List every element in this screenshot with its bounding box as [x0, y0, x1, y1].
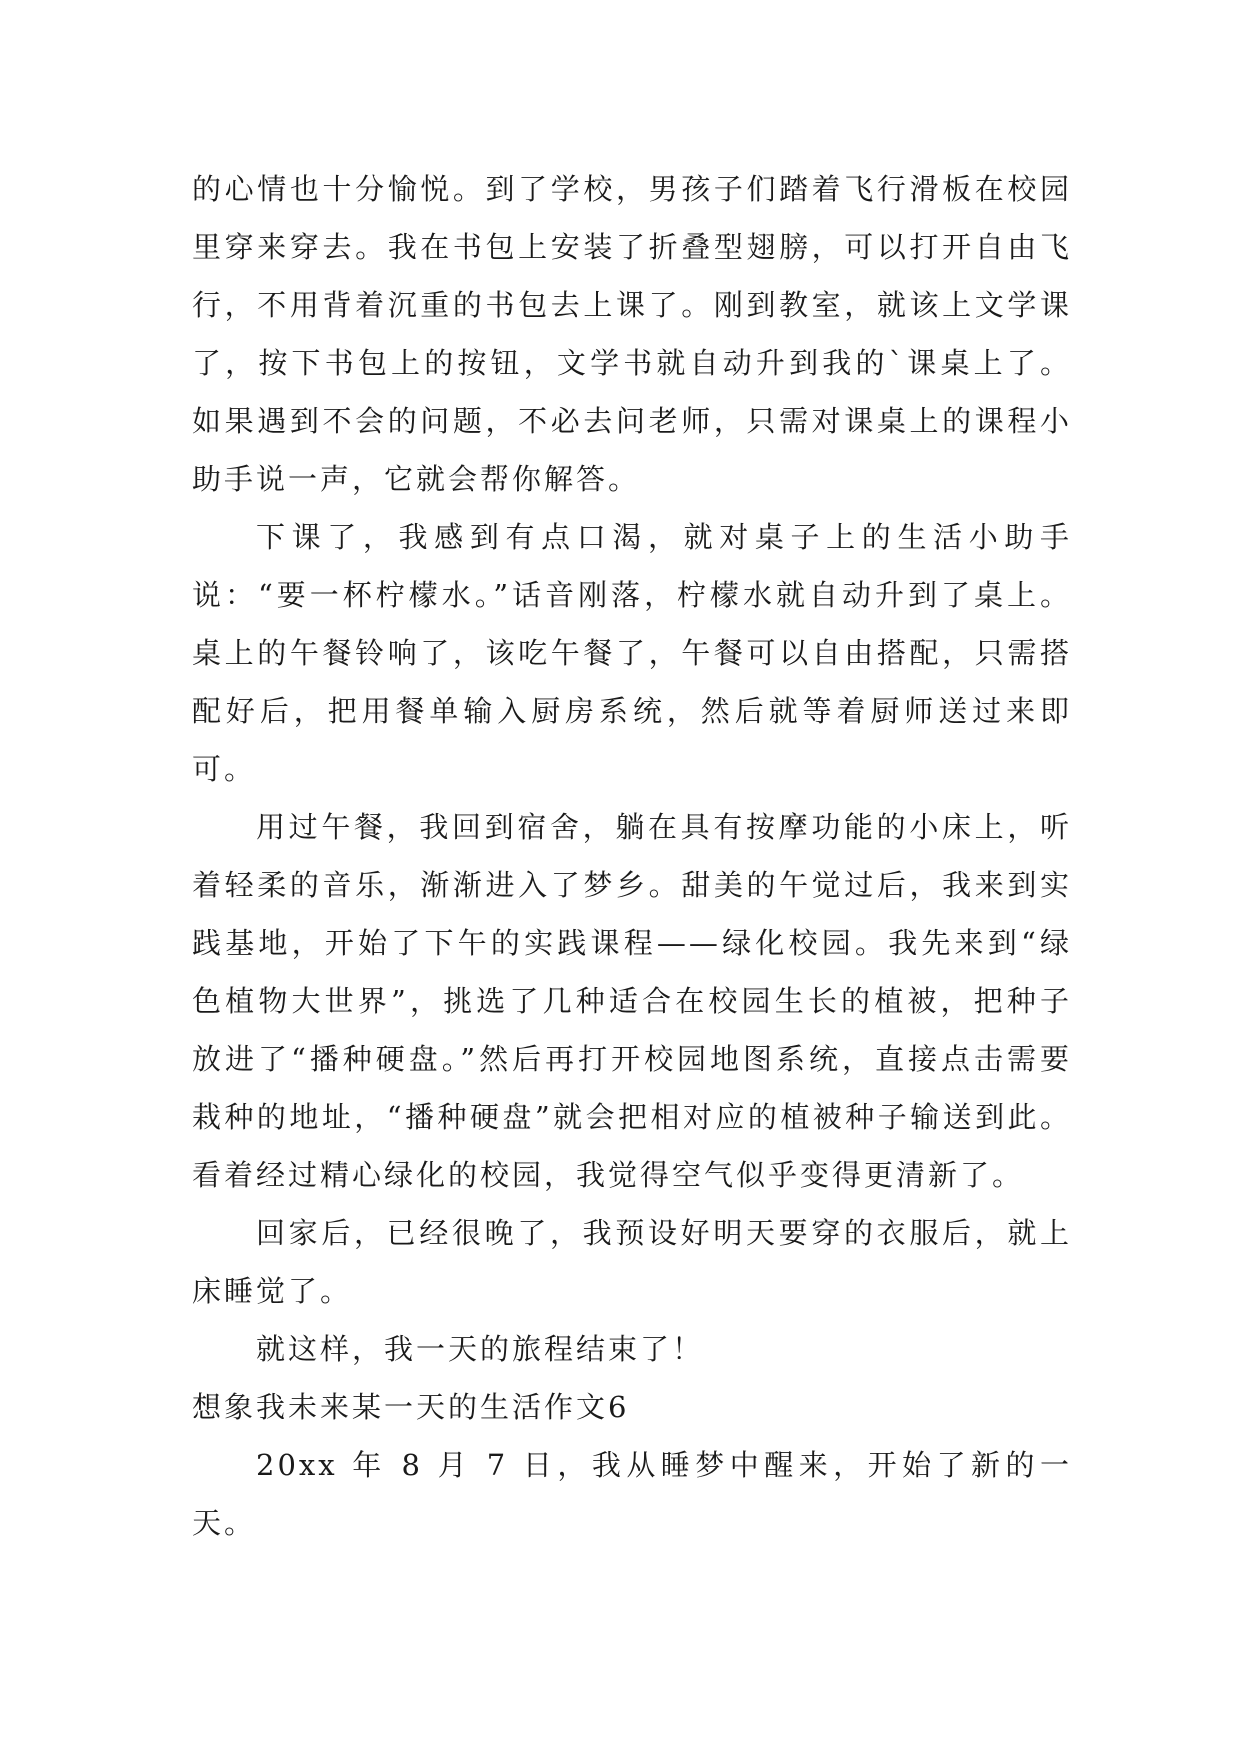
essay-title: 想象我未来某一天的生活作文6 [192, 1390, 630, 1424]
paragraph-evening: 回家后，已经很晚了，我预设好明天要穿的衣服后，就上床睡觉了。 [192, 1216, 1072, 1308]
paragraph-continued: 的心情也十分愉悦。到了学校，男孩子们踏着飞行滑板在校园里穿来穿去。我在书包上安装了折叠型翅膀，可以打开自由飞行，不用背着沉重的书包去上课了。刚到教室，就该上文学课了，按下书包上的按钮，文学书就自动升到我的`课桌上了。如果遇到不会的问题，不必去问老师，只需对课桌上的课程小助手说一声，它就会帮你解答。 [192, 172, 1072, 496]
document-body [192, 160, 1072, 1552]
paragraph-opening: 20xx 年 8 月 7 日，我从睡梦中醒来，开始了新的一天。 [192, 1448, 1072, 1540]
paragraph-ending: 就这样，我一天的旅程结束了！ [256, 1332, 705, 1366]
paragraph-afternoon: 用过午餐，我回到宿舍，躺在具有按摩功能的小床上，听着轻柔的音乐，渐渐进入了梦乡。甜美的午觉过后，我来到实践基地，开始了下午的实践课程——绿化校园。我先来到“绿色植物大世界”，挑选了几种适合在校园生长的植被，把种子放进了“播种硬盘。”然后再打开校园地图系统，直接点击需要栽种的地址，“播种硬盘”就会把相对应的植被种子输送到此。看着经过精心绿化的校园，我觉得空气似乎变得更清新了。 [192, 810, 1072, 1192]
paragraph-after-class: 下课了，我感到有点口渴，就对桌子上的生活小助手说：“要一杯柠檬水。”话音刚落，柠檬水就自动升到了桌上。桌上的午餐铃响了，该吃午餐了，午餐可以自由搭配，只需搭配好后，把用餐单输入厨房系统，然后就等着厨师送过来即可。 [192, 520, 1072, 786]
